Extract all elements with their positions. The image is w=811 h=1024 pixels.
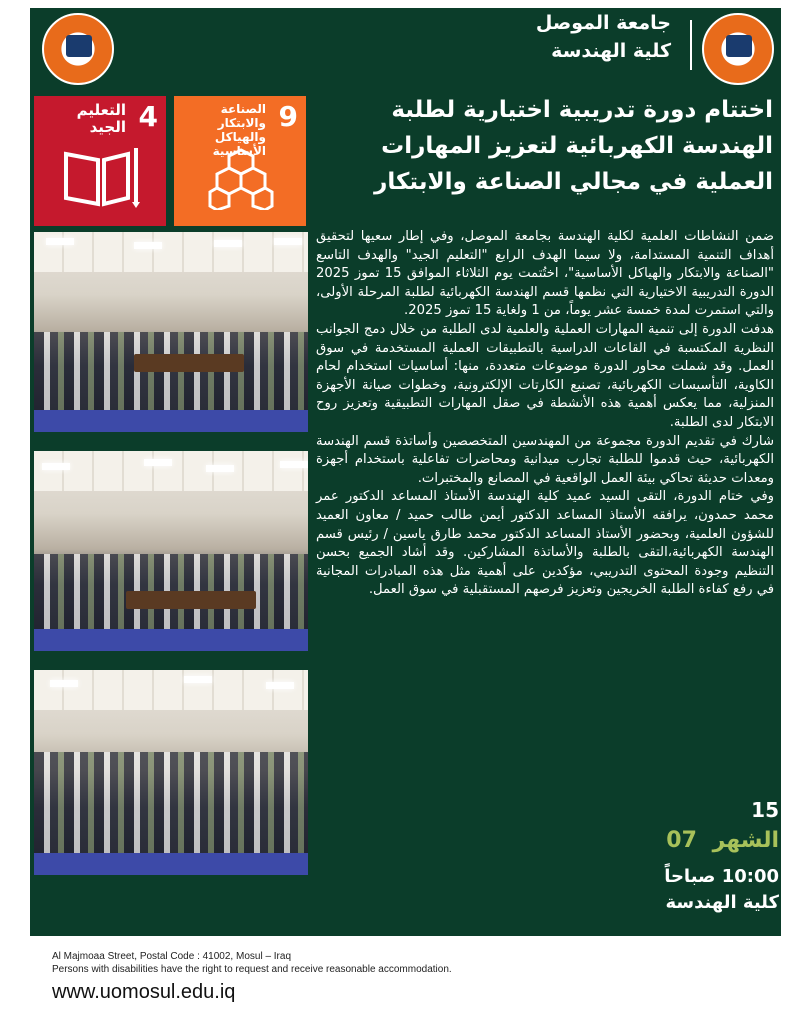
- university-logo: [702, 13, 774, 85]
- event-day: 15: [751, 798, 779, 822]
- month-label: الشهر: [712, 828, 779, 853]
- article-paragraph: هدفت الدورة إلى تنمية المهارات العملية والعلمية لدى الطلبة من خلال دمج الجوانب النظرية المكتسبة في القاعات الدراسية بالتطبيقات العملية المستخدمة في سوق العمل. وقد شملت محاور الدورة موضوعات متعددة، منها: أساسيات استخدام لحام الكاوية، التأسيسات الكهربائية، تصنيع الكارتات الإلكترونية، وخطوات صيانة الأجهزة المنزلية، مما يعكس أهمية هذه الأنشطة في صقل المهارات التطبيقية وتعزيز روح الابتكار لدى الطلبة.: [316, 321, 774, 430]
- header-divider: [690, 20, 692, 70]
- sdg-9-number: 9: [278, 100, 298, 133]
- event-place: كلية الهندسة: [665, 892, 779, 913]
- event-photo-1: [34, 232, 308, 432]
- footer-accessibility-note: Persons with disabilities have the right to request and receive reasonable accommodation.: [52, 964, 452, 975]
- website-link[interactable]: www.uomosul.edu.iq: [52, 981, 236, 1003]
- photo-3-caption: University of Mosul College of Engineering: [70, 856, 141, 872]
- sdg-4-label: التعليم الجيد: [76, 101, 126, 136]
- article-paragraph: شارك في تقديم الدورة مجموعة من المهندسين المتخصصين وأساتذة قسم الهندسة الكهربائية، حيث قدموا للطلبة تجارب ميدانية ومحاضرات تفاعلية باستخدام أجهزة ومعدات حديثة تحاكي بيئة العمل الواقعية في المصانع والمختبرات.: [316, 433, 774, 486]
- event-photo-3: [34, 670, 308, 875]
- sdg-4-number: 4: [138, 100, 158, 133]
- event-photo-2: [34, 451, 308, 651]
- page-title: اختتام دورة تدريبية اختيارية لطلبة الهندسة الكهربائية لتعزيز المهارات العملية في مجالي الصناعة والابتكار: [374, 97, 773, 195]
- event-time: 10:00 صباحاً: [664, 866, 779, 887]
- event-month: 07: [666, 828, 697, 853]
- sdg-4-tile: [34, 96, 166, 226]
- article-paragraph: وفي ختام الدورة، التقى السيد عميد كلية الهندسة الأستاذ المساعد الدكتور عمر محمد حمدون، يرافقه الأستاذ المساعد الدكتور أيمن طالب حميد / معاون العميد للشؤون العلمية، وبحضور الأستاذ المساعد الدكتور محمد طارق ياسين / رئيس قسم الهندسة الكهربائية،التقى بالطلبة والأساتذة المشاركين. وقد أشاد الجميع بحسن التنظيم وجودة المحتوى التدريبي، مؤكدين على أهمية مثل هذه المبادرات المجانية في رفع كفاءة الطلبة الخريجين وتعزيز فرصهم المستقبلية في سوق العمل.: [316, 489, 774, 598]
- college-logo: [42, 13, 114, 85]
- event-month-row: [658, 828, 779, 853]
- sdg-9-tile: [174, 96, 306, 226]
- article-paragraph: ضمن النشاطات العلمية لكلية الهندسة بجامعة الموصل، وفي إطار سعيها لتحقيق أهداف التنمية المستدامة، ولا سيما الهدف الرابع "التعليم الجيد" والهدف التاسع "الصناعة والابتكار والهياكل الأساسية"، اختُتمت يوم الثلاثاء الموافق 15 تموز 2025 الدورة التدريبية الاختيارية التي نظمها قسم الهندسة الكهربائية لطلبة المرحلة الأولى، والتي استمرت لمدة خمسة عشر يوماً، من 1 ولغاية 15 تموز 2025.: [316, 229, 774, 319]
- college-name: كلية الهندسة: [551, 40, 671, 62]
- footer-address: Al Majmoaa Street, Postal Code : 41002, Mosul – Iraq: [52, 951, 292, 962]
- photo-1-caption: University of Mosul College of Engineering: [70, 413, 141, 429]
- open-book-icon: [62, 146, 140, 208]
- university-name: جامعة الموصل: [535, 12, 671, 34]
- article-body: [316, 228, 774, 600]
- sdg-9-label: الصناعة والابتكار والهياكل الأساسية: [212, 102, 266, 158]
- photo-2-caption: University of Mosul College of Engineering: [70, 632, 141, 648]
- cubes-icon: [208, 148, 274, 210]
